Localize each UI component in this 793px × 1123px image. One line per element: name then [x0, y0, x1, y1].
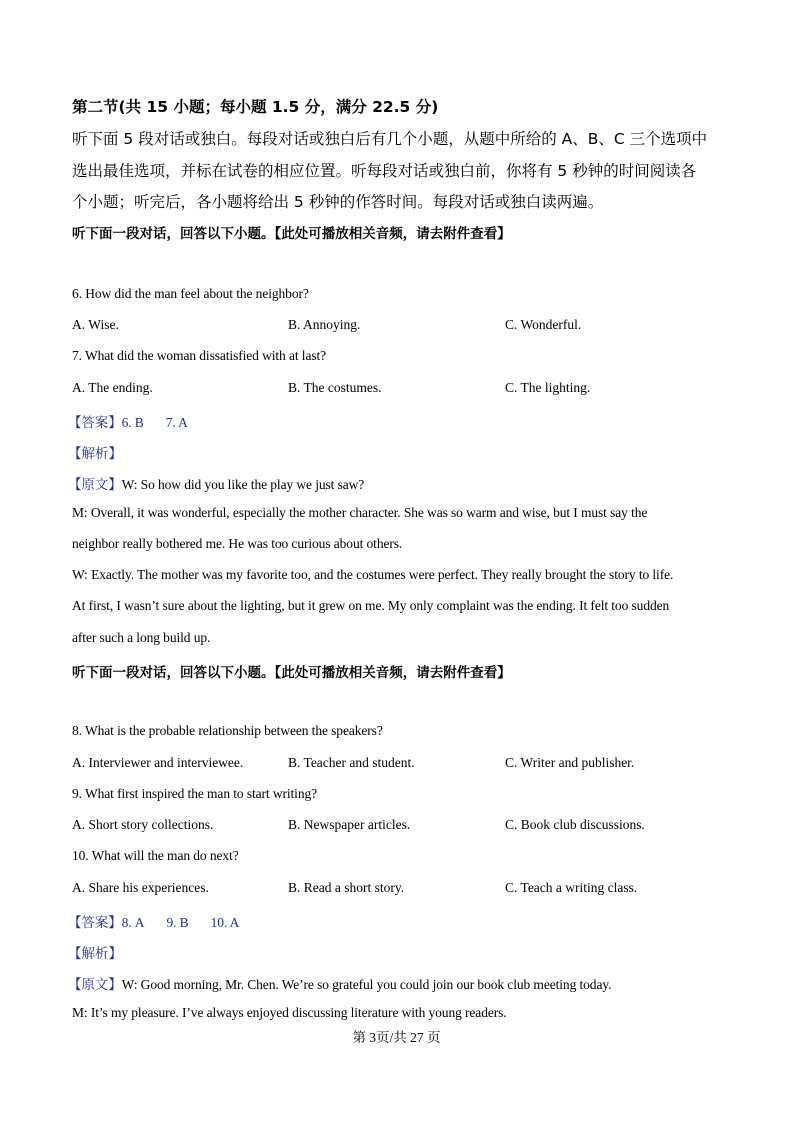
transcript-text: W: Good morning, Mr. Chen. We’re so grateful you could join our book club meeting today.	[121, 977, 612, 992]
option-c: C. Writer and publisher.	[505, 755, 635, 770]
option-c: C. Wonderful.	[505, 317, 582, 332]
answer-item: 6. B	[121, 415, 144, 430]
answer-label: 【答案】	[68, 415, 122, 431]
transcript-line	[68, 973, 611, 993]
transcript-line: At first, I wasn’t sure about the lighting, but it grew on me. My only complaint was the ending. It felt too sudden	[72, 598, 670, 613]
transcript-line: M: It’s my pleasure. I’ve always enjoyed discussing literature with young readers.	[72, 1005, 507, 1020]
instruction-line: 个小题；听完后，各小题将给出 5 秒钟的作答时间。每段对话或独白读两遍。	[72, 193, 604, 211]
option-a: A. The ending.	[72, 380, 153, 395]
option-b: B. Teacher and student.	[288, 755, 415, 770]
instruction-line: 选出最佳选项，并标在试卷的相应位置。听每段对话或独白前，你将有 5 秒钟的时间阅读各	[72, 162, 697, 180]
transcript-line: W: Exactly. The mother was my favorite too, and the costumes were perfect. They really brought the story to life.	[72, 567, 674, 582]
analysis-label: 【解析】	[68, 446, 122, 462]
option-a: A. Wise.	[72, 317, 119, 332]
answer-row	[68, 911, 239, 931]
option-b: B. Annoying.	[288, 317, 361, 332]
listening-prompt: 听下面一段对话，回答以下小题。【此处可播放相关音频，请去附件查看】	[72, 665, 511, 681]
answer-item: 8. A	[121, 915, 145, 930]
option-c: C. The lighting.	[505, 380, 591, 395]
option-b: B. Newspaper articles.	[288, 817, 411, 832]
transcript-line: after such a long build up.	[72, 630, 211, 645]
answer-item: 7. A	[165, 415, 188, 430]
option-a: A. Interviewer and interviewee.	[72, 755, 244, 770]
transcript-line: neighbor really bothered me. He was too curious about others.	[72, 536, 403, 551]
option-a: A. Share his experiences.	[72, 880, 209, 895]
answer-label: 【答案】	[68, 915, 122, 931]
answer-item: 10. A	[210, 915, 240, 930]
option-b: B. The costumes.	[288, 380, 382, 395]
option-b: B. Read a short story.	[288, 880, 405, 895]
page-footer: 第 3页/共 27 页	[352, 1030, 441, 1045]
transcript-label: 【原文】	[68, 977, 122, 993]
transcript-line: M: Overall, it was wonderful, especially the mother character. She was so warm and wise, but I must say the	[72, 505, 648, 520]
section-title: 第二节(共 15 小题；每小题 1.5 分，满分 22.5 分)	[72, 98, 439, 116]
question-stem: 7. What did the woman dissatisfied with at last?	[72, 348, 327, 363]
option-c: C. Book club discussions.	[505, 817, 645, 832]
transcript-text: W: So how did you like the play we just saw?	[121, 477, 365, 492]
question-stem: 9. What first inspired the man to start writing?	[72, 786, 318, 801]
answer-item: 9. B	[166, 915, 189, 930]
transcript-label: 【原文】	[68, 477, 122, 493]
question-stem: 8. What is the probable relationship between the speakers?	[72, 723, 383, 738]
question-stem: 10. What will the man do next?	[72, 848, 239, 863]
listening-prompt: 听下面一段对话，回答以下小题。【此处可播放相关音频，请去附件查看】	[72, 226, 511, 242]
option-a: A. Short story collections.	[72, 817, 214, 832]
question-stem: 6. How did the man feel about the neighbor?	[72, 286, 309, 301]
analysis-label: 【解析】	[68, 946, 122, 962]
instruction-line: 听下面 5 段对话或独白。每段对话或独白后有几个小题，从题中所给的 A、B、C 三个选项中	[72, 130, 708, 148]
transcript-line	[68, 473, 364, 493]
answer-row	[68, 411, 188, 431]
option-c: C. Teach a writing class.	[505, 880, 638, 895]
